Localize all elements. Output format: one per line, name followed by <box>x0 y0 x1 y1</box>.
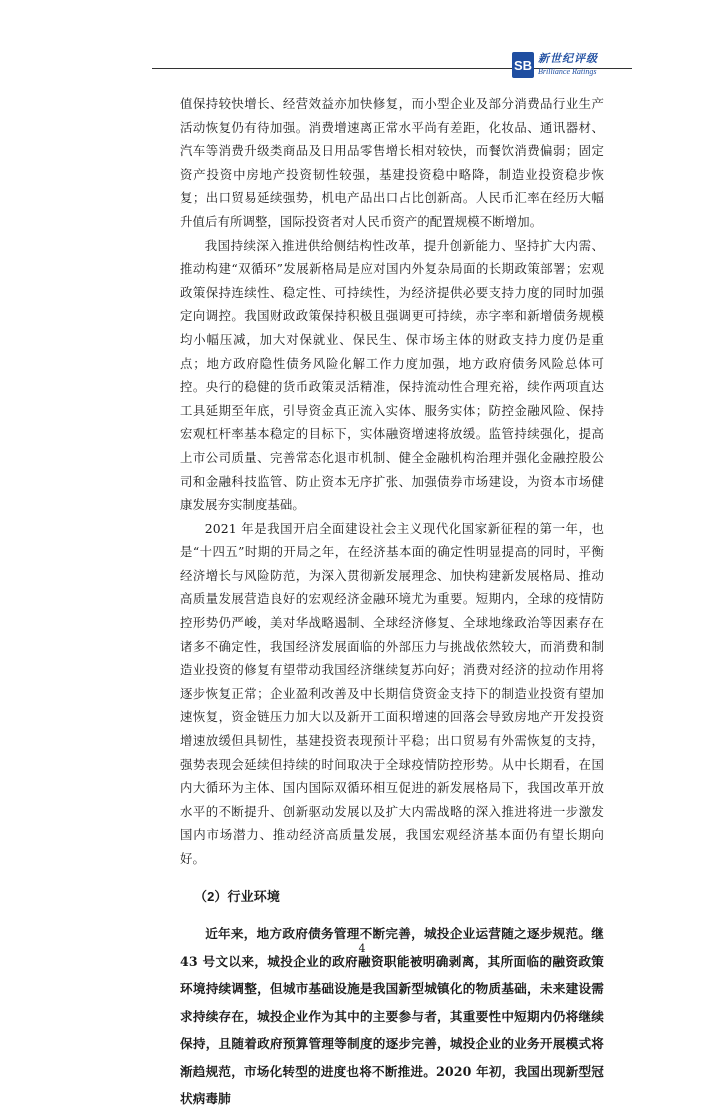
logo-en: Brilliance Ratings <box>538 67 597 76</box>
paragraph-policy: 我国持续深入推进供给侧结构性改革，提升创新能力、坚持扩大内需、推动构建“双循环”发展新格局是应对国内外复杂局面的长期政策部署；宏观政策保持连续性、稳定性、可持续性，为经济提供必要支持力度的同时加强定向调控。我国财政政策保持积极且强调更可持续，赤字率和新增债务规模均小幅压减，加大对保就业、保民生、保市场主体的财政支持力度仍是重点；地方政府隐性债务风险化解工作力度加强，地方政府债务风险总体可控。央行的稳健的货币政策灵活精准，保持流动性合理充裕，续作两项直达工具延期至年底，引导资金真正流入实体、服务实体；防控金融风险、保持宏观杠杆率基本稳定的目标下，实体融资增速将放缓。监管持续强化，提高上市公司质量、完善常态化退市机制、健全金融机构治理并强化金融控股公司和金融科技监管、防止资本无序扩张、加强债券市场建设，为资本市场健康发展夯实制度基础。 <box>180 237 604 513</box>
section-heading: （2）行业环境 <box>194 888 280 904</box>
company-logo <box>512 50 598 80</box>
paragraph-industry: 近年来，地方政府债务管理不断完善，城投企业运营随之逐步规范。继 43 号文以来，城投企业的政府融资职能被明确剥离，其所面临的融资政策环境持续调整，但城市基础设施是我国新型城镇化的物质基础，未来建设需求持续存在，城投企业作为其中的主要参与者，其重要性中短期内仍将继续保持，且随着政府预算管理等制度的逐步完善，城投企业的业务开展模式将渐趋规范，市场化转型的进度也将不断推进。2020 年初，我国出现新型冠状病毒肺 <box>180 926 604 1107</box>
logo-mark-icon: SB <box>512 52 534 78</box>
page-number: 4 <box>358 942 366 955</box>
paragraph-outlook: 2021 年是我国开启全面建设社会主义现代化国家新征程的第一年，也是“十四五”时期的开局之年，在经济基本面的确定性明显提高的同时，平衡经济增长与风险防范，为深入贯彻新发展理念、加快构建新发展格局、推动高质量发展营造良好的宏观经济金融环境尤为重要。短期内，全球的疫情防控形势仍严峻，美对华战略遏制、全球经济修复、全球地缘政治等因素存在诸多不确定性，我国经济发展面临的外部压力与挑战依然较大，而消费和制造业投资的修复有望带动我国经济继续复苏向好；消费对经济的拉动作用将逐步恢复正常；企业盈利改善及中长期信贷资金支持下的制造业投资有望加速恢复，资金链压力加大以及新开工面积增速的回落会导致房地产开发投资增速放缓但具韧性，基建投资表现预计平稳；出口贸易有外需恢复的支持，强势表现会延续但持续的时间取决于全球疫情防控形势。从中长期看，在国内大循环为主体、国内国际双循环相互促进的新发展格局下，我国改革开放水平的不断提升、创新驱动发展以及扩大内需战略的深入推进将进一步激发国内市场潜力、推动经济高质量发展，我国宏观经济基本面仍有望长期向好。 <box>180 520 604 866</box>
logo-text <box>538 54 598 76</box>
logo-cn: 新世纪评级 <box>538 53 598 65</box>
document-body <box>180 92 604 1113</box>
paragraph-continuation: 值保持较快增长、经营效益亦加快修复，而小型企业及部分消费品行业生产活动恢复仍有待加强。消费增速离正常水平尚有差距，化妆品、通讯器材、汽车等消费升级类商品及日用品零售增长相对较快，而餐饮消费偏弱；固定资产投资中房地产投资韧性较强，基建投资稳中略降，制造业投资稳步恢复；出口贸易延续强势，机电产品出口占比创新高。人民币汇率在经历大幅升值后有所调整，国际投资者对人民币资产的配置规模不断增加。 <box>180 96 604 229</box>
